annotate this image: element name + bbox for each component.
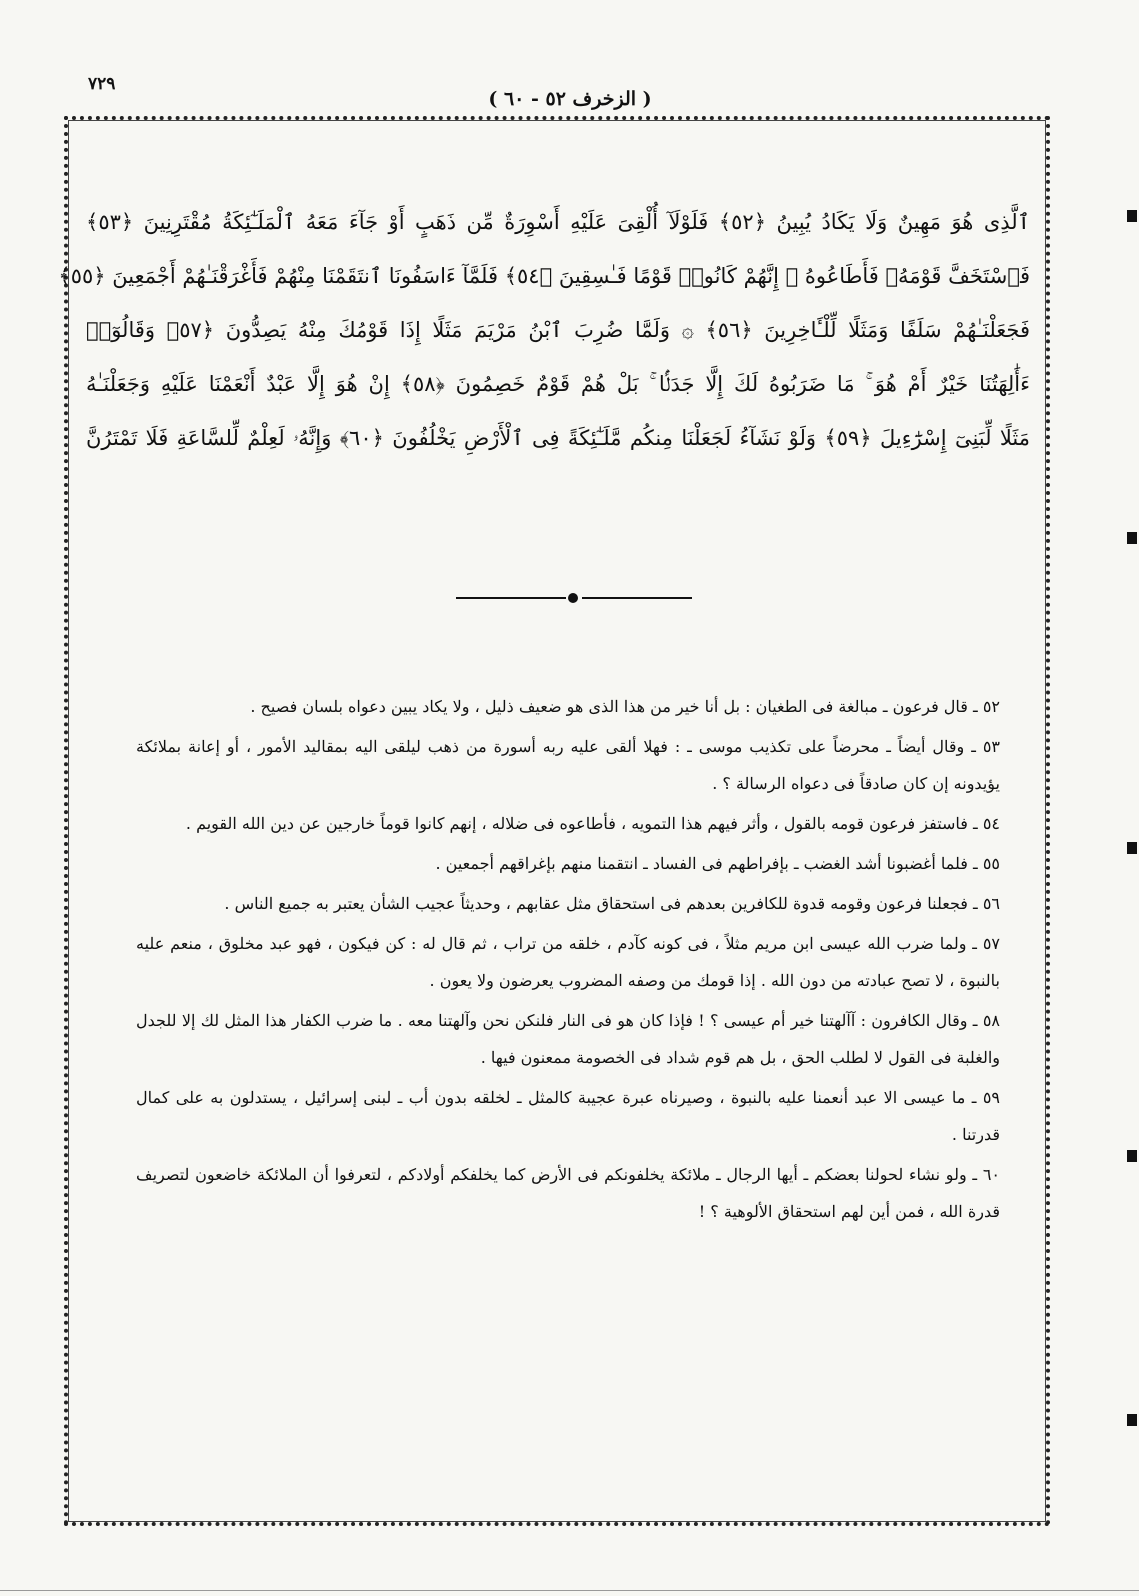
quran-text	[58, 195, 1030, 465]
tafsir-paragraph: ٥٨ ـ وقال الكافرون : آآلهتنا خير أم عيسى ؟ ! فإذا كان هو فى النار فلنكن نحن وآلهتنا معه . ما ضرب الكفار هذا المثل لك إلا للجدل والغلبة فى القول لا لطلب الحق ، بل هم قوم شداد فى الخصومة ممعنون فيها .	[136, 1011, 1000, 1067]
tafsir-paragraph: ٥٦ ـ فجعلنا فرعون وقومه قدوة للكافرين بعدهم فى استحقاق مثل عقابهم ، وحديثاً عجيب الشأن يعتبر به جميع الناس .	[224, 894, 1000, 913]
margin-mark	[1127, 210, 1137, 222]
quran-line: مَثَلًا لِّبَنِىٓ إِسْرَٰٓءِيلَ ﴿٥٩﴾ وَلَوْ نَشَآءُ لَجَعَلْنَا مِنكُم مَّلَـٰٓئِكَةً فِى ٱلْأَرْضِ يَخْلُفُونَ ﴿٦٠﴾ وَإِنَّهُۥ لَعِلْمٌ لِّلسَّاعَةِ فَلَا تَمْتَرُنَّ	[86, 426, 1030, 450]
quran-line: فَٱسْتَخَفَّ قَوْمَهُۥ فَأَطَاعُوهُ ۚ إِنَّهُمْ كَانُوا۟ قَوْمًا فَـٰسِقِينَ ﴿٥٤﴾ فَلَمَّآ ءَاسَفُونَا ٱنتَقَمْنَا مِنْهُمْ فَأَغْرَقْنَـٰهُمْ أَجْمَعِينَ ﴿٥٥﴾	[58, 264, 1030, 288]
quran-line: فَجَعَلْنَـٰهُمْ سَلَفًا وَمَثَلًا لِّلْـَٔاخِرِينَ ﴿٥٦﴾ ۞ وَلَمَّا ضُرِبَ ٱبْنُ مَرْيَمَ مَثَلًا إِذَا قَوْمُكَ مِنْهُ يَصِدُّونَ ﴿٥٧﴾ وَقَالُوٓا۟	[86, 318, 1030, 342]
margin-mark	[1127, 842, 1137, 854]
tafsir-paragraph: ٥٥ ـ فلما أغضبونا أشد الغضب ـ بإفراطهم فى الفساد ـ انتقمنا منهم بإغراقهم أجمعين .	[435, 854, 1000, 873]
tafsir-paragraph: ٥٢ ـ قال فرعون ـ مبالغة فى الطغيان : بل أنا خير من هذا الذى هو ضعيف ذليل ، ولا يكاد يبين دعواه بلسان فصيح .	[250, 697, 1000, 716]
tafsir-paragraph: ٥٧ ـ ولما ضرب الله عيسى ابن مريم مثلاً ، فى كونه كآدم ، خلقه من تراب ، ثم قال له : كن فيكون ، فهو عبد مخلوق ، منعم عليه بالنبوة ، لا تصح عبادته من دون الله . إذا قومك من وصفه المضروب يعرضون ولا يعون .	[136, 934, 1000, 990]
divider-rule-right	[582, 597, 692, 599]
commentary	[136, 688, 1000, 1233]
section-divider	[456, 592, 692, 604]
margin-mark	[1127, 1414, 1137, 1426]
margin-mark	[1127, 532, 1137, 544]
running-head: ( الزخرف ٥٢ - ٦٠ )	[488, 88, 652, 110]
tafsir-paragraph: ٥٩ ـ ما عيسى الا عبد أنعمنا عليه بالنبوة ، وصيرناه عبرة عجيبة كالمثل ـ لخلقه بدون أب ـ لبنى إسرائيل ، يستدلون به على كمال قدرتنا .	[136, 1088, 1000, 1144]
bottom-rule	[0, 1590, 1139, 1591]
quran-line: ءَأَٰلِهَتُنَا خَيْرٌ أَمْ هُوَ ۚ مَا ضَرَبُوهُ لَكَ إِلَّا جَدَلًۢا ۚ بَلْ هُمْ قَوْمٌ خَصِمُونَ ﴿٥٨﴾ إِنْ هُوَ إِلَّا عَبْدٌ أَنْعَمْنَا عَلَيْهِ وَجَعَلْنَـٰهُ	[86, 372, 1030, 396]
divider-rule-left	[456, 597, 566, 599]
tafsir-paragraph: ٥٣ ـ وقال أيضاً ـ محرضاً على تكذيب موسى ـ : فهلا ألقى عليه ربه أسورة من ذهب ليلقى اليه بمقاليد الأمور ، أو إعانة بملائكة يؤيدونه إن كان صادقاً فى دعواه الرسالة ؟ .	[136, 737, 1000, 793]
divider-dot	[568, 593, 578, 603]
margin-mark	[1127, 1150, 1137, 1162]
tafsir-paragraph: ٥٤ ـ فاستفز فرعون قومه بالقول ، وأثر فيهم هذا التمويه ، فأطاعوه فى ضلاله ، إنهم كانوا قوماً خارجين عن دين الله القويم .	[185, 814, 1000, 833]
tafsir-paragraph: ٦٠ ـ ولو نشاء لحولنا بعضكم ـ أيها الرجال ـ ملائكة يخلفونكم فى الأرض كما يخلفكم أولادكم ، لتعرفوا أن الملائكة خاضعون لتصريف قدرة الله ، فمن أين لهم استحقاق الألوهية ؟ !	[136, 1165, 1000, 1221]
page-number: ٧٢٩	[88, 74, 116, 94]
quran-line: ٱلَّذِى هُوَ مَهِينٌ وَلَا يَكَادُ يُبِينُ ﴿٥٢﴾ فَلَوْلَآ أُلْقِىَ عَلَيْهِ أَسْوِرَةٌ مِّن ذَهَبٍ أَوْ جَآءَ مَعَهُ ٱلْمَلَـٰٓئِكَةُ مُقْتَرِنِينَ ﴿٥٣﴾	[86, 210, 1030, 234]
